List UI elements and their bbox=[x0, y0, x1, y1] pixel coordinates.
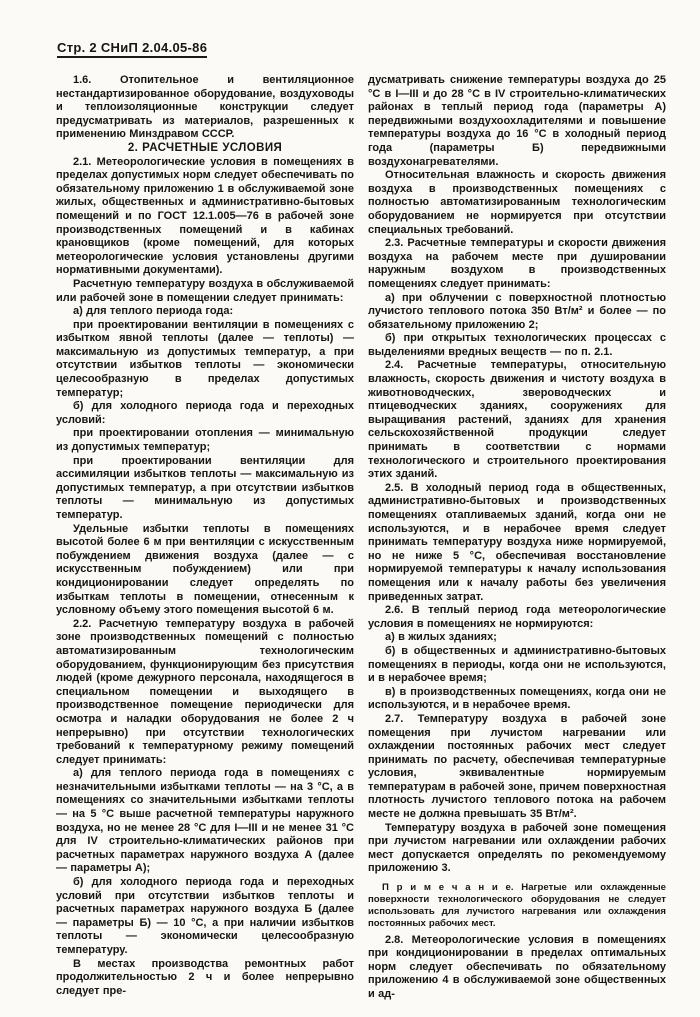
para-2-1: 2.1. Метеорологические условия в помещениях в пределах допустимых норм следует обеспечивать по обязательному приложению 1 в обслуживаемой зоне жилых, общественных и административно-бытовых помещений и по ГОСТ 12.1.005—76 в рабочей зоне производственных помещений и в кабинах крановщиков (кроме помещений, для которых метеорологические условия установлены другими нормативными документами). bbox=[56, 155, 354, 277]
para-2-1-temp-intro: Расчетную температуру воздуха в обслуживаемой или рабочей зоне в помещении следует принимать: bbox=[56, 277, 354, 304]
para-2-7: 2.7. Температуру воздуха в рабочей зоне помещения при лучистом нагревании или охлаждении постоянных рабочих мест следует принимать по расчету, обеспечивая температурные условия, эквивалентные нормируемым температурам в рабочей зоне, причем поверхностная плотность лучистого теплового потока на рабочем месте не должна превышать 35 Вт/м². bbox=[368, 712, 666, 821]
para-2-6-item-v: в) в производственных помещениях, когда они не используются, и в нерабочее время. bbox=[368, 685, 666, 712]
para-2-1-item-b: б) для холодного периода года и переходных условий: bbox=[56, 400, 354, 426]
text-column-right bbox=[368, 74, 666, 1002]
para-2-1-heat-excess: Удельные избытки теплоты в помещениях высотой более 6 м при вентиляции с искусственным побуждением движения воздуха (далее — с искусственным побуждением) или при кондиционировании следует определять по избыткам теплоты в помещении, отнесенным к условному объему этого помещения высотой 6 м. bbox=[56, 522, 354, 617]
para-2-2-item-a: а) для теплого периода года в помещениях с незначительными избытками теплоты — на 3 °С, а в помещениях со значительными избытками теплоты — на 5 °С выше расчетной температуры наружного воздуха, но не менее 28 °С для I—III и не менее 31 °С для IV строительно-климатических районов при расчетных параметрах наружного воздуха А (далее — параметры А); bbox=[56, 767, 354, 875]
note-2-7: П р и м е ч а н и е. Нагретые или охлажденные поверхности технологического оборудования не следует использовать для лучистого нагревания или охлаждения постоянных рабочих мест. bbox=[368, 882, 666, 929]
para-2-2-item-b: б) для холодного периода года и переходных условий при отсутствии избытков теплоты и расчетных параметрах наружного воздуха Б (далее — параметры Б) — 10 °С, а при наличии избытков теплоты — экономически целесообразную температуру. bbox=[56, 876, 354, 956]
para-2-6-item-b: б) в общественных и административно-бытовых помещениях в периоды, когда они не используются, и в нерабочее время; bbox=[368, 644, 666, 685]
para-2-2-humidity: Относительная влажность и скорость движения воздуха в производственных помещениях с полностью автоматизированным технологическим оборудованием не нормируется при отсутствии специальных требований. bbox=[368, 169, 666, 236]
para-2-1-vent-warm: при проектировании вентиляции в помещениях с избытком явной теплоты (далее — теплоты) — максимальную из допустимых температур, а при отсутствии избытков теплоты — экономически целесообразную в пределах допустимых температур; bbox=[56, 318, 354, 399]
para-2-1-heating: при проектировании отопления — минимальную из допустимых температур; bbox=[56, 427, 354, 454]
para-2-3-item-b: б) при открытых технологических процессах с выделениями вредных веществ — по п. 2.1. bbox=[368, 332, 666, 358]
page-header: Стр. 2 СНиП 2.04.05-86 bbox=[57, 40, 207, 58]
text-column-left bbox=[56, 74, 354, 1002]
para-2-2-repair-works: В местах производства ремонтных работ продолжительностью 2 ч и более непрерывно следует пре- bbox=[56, 957, 354, 997]
para-2-7-allowance: Температуру воздуха в рабочей зоне помещения при лучистом нагревании или охлаждении рабочих мест допускается определять по рекомендуемому приложению 3. bbox=[368, 821, 666, 875]
para-2-5: 2.5. В холодный период года в общественных, административно-бытовых и производственных помещениях отапливаемых зданий, когда они не используются, и в нерабочее время следует принимать температуру воздуха ниже нормируемой, но не ниже 5 °С, обеспечивая восстановление нормируемой температуры к началу использования помещения или к началу работы без увеличения приведенных затрат. bbox=[368, 481, 666, 603]
para-2-6: 2.6. В теплый период года метеорологические условия в помещениях не нормируются: bbox=[368, 604, 666, 630]
para-1-6: 1.6. Отопительное и вентиляционное нестандартизированное оборудование, воздуховоды и теплоизоляционные конструкции следует предусматривать из материалов, разрешенных к применению Минздравом СССР. bbox=[56, 74, 354, 141]
para-2-2-continuation: дусматривать снижение температуры воздуха до 25 °С в I—III и до 28 °С в IV строительно-климатических районах в теплый период года (параметры А) передвижными воздухоохладителями и повышение температуры воздуха до 16 °С в холодный период года (параметры Б) передвижными воздухонагревателями. bbox=[368, 74, 666, 168]
para-2-3: 2.3. Расчетные температуры и скорости движения воздуха на рабочем месте при душировании наружным воздухом в производственных помещениях следует принимать: bbox=[368, 237, 666, 290]
para-2-2: 2.2. Расчетную температуру воздуха в рабочей зоне производственных помещений с полностью автоматизированным технологическим оборудованием, функционирующим без присутствия людей (кроме дежурного персонала, находящегося в специальном помещении и выходящего в производственное помещение периодически для осмотра и наладки оборудования не более 2 ч непрерывно) при отсутствии технологических требований к температурному режиму помещений следует принимать: bbox=[56, 617, 354, 766]
para-2-6-item-a: а) в жилых зданиях; bbox=[385, 631, 497, 644]
para-2-3-item-a: а) при облучении с поверхностной плотностью лучистого теплового потока 350 Вт/м² и более — по обязательному приложению 2; bbox=[368, 291, 666, 331]
para-2-8: 2.8. Метеорологические условия в помещениях при кондиционировании в пределах оптимальных норм следует обеспечивать по обязательному приложению 4 в обслуживаемой зоне общественных и ад- bbox=[368, 933, 666, 1001]
section-2-heading: 2. РАСЧЕТНЫЕ УСЛОВИЯ bbox=[127, 141, 283, 154]
para-2-1-item-a: а) для теплого периода года: bbox=[73, 305, 234, 318]
para-2-4: 2.4. Расчетные температуры, относительную влажность, скорость движения и чистоту воздуха в животноводческих, звероводческих и птицеводческих зданиях, сооружениях для выращивания растений, зданиях для хранения сельскохозяйственной продукции следует принимать в соответствии с нормами технологического и строительного проектирования этих зданий. bbox=[368, 359, 666, 481]
text-columns bbox=[56, 74, 666, 1002]
para-2-1-vent-cold: при проектировании вентиляции для ассимиляции избытков теплоты — максимальную из допустимых температур, а при отсутствии избытков теплоты — минимальную из допустимых температур. bbox=[56, 454, 354, 521]
